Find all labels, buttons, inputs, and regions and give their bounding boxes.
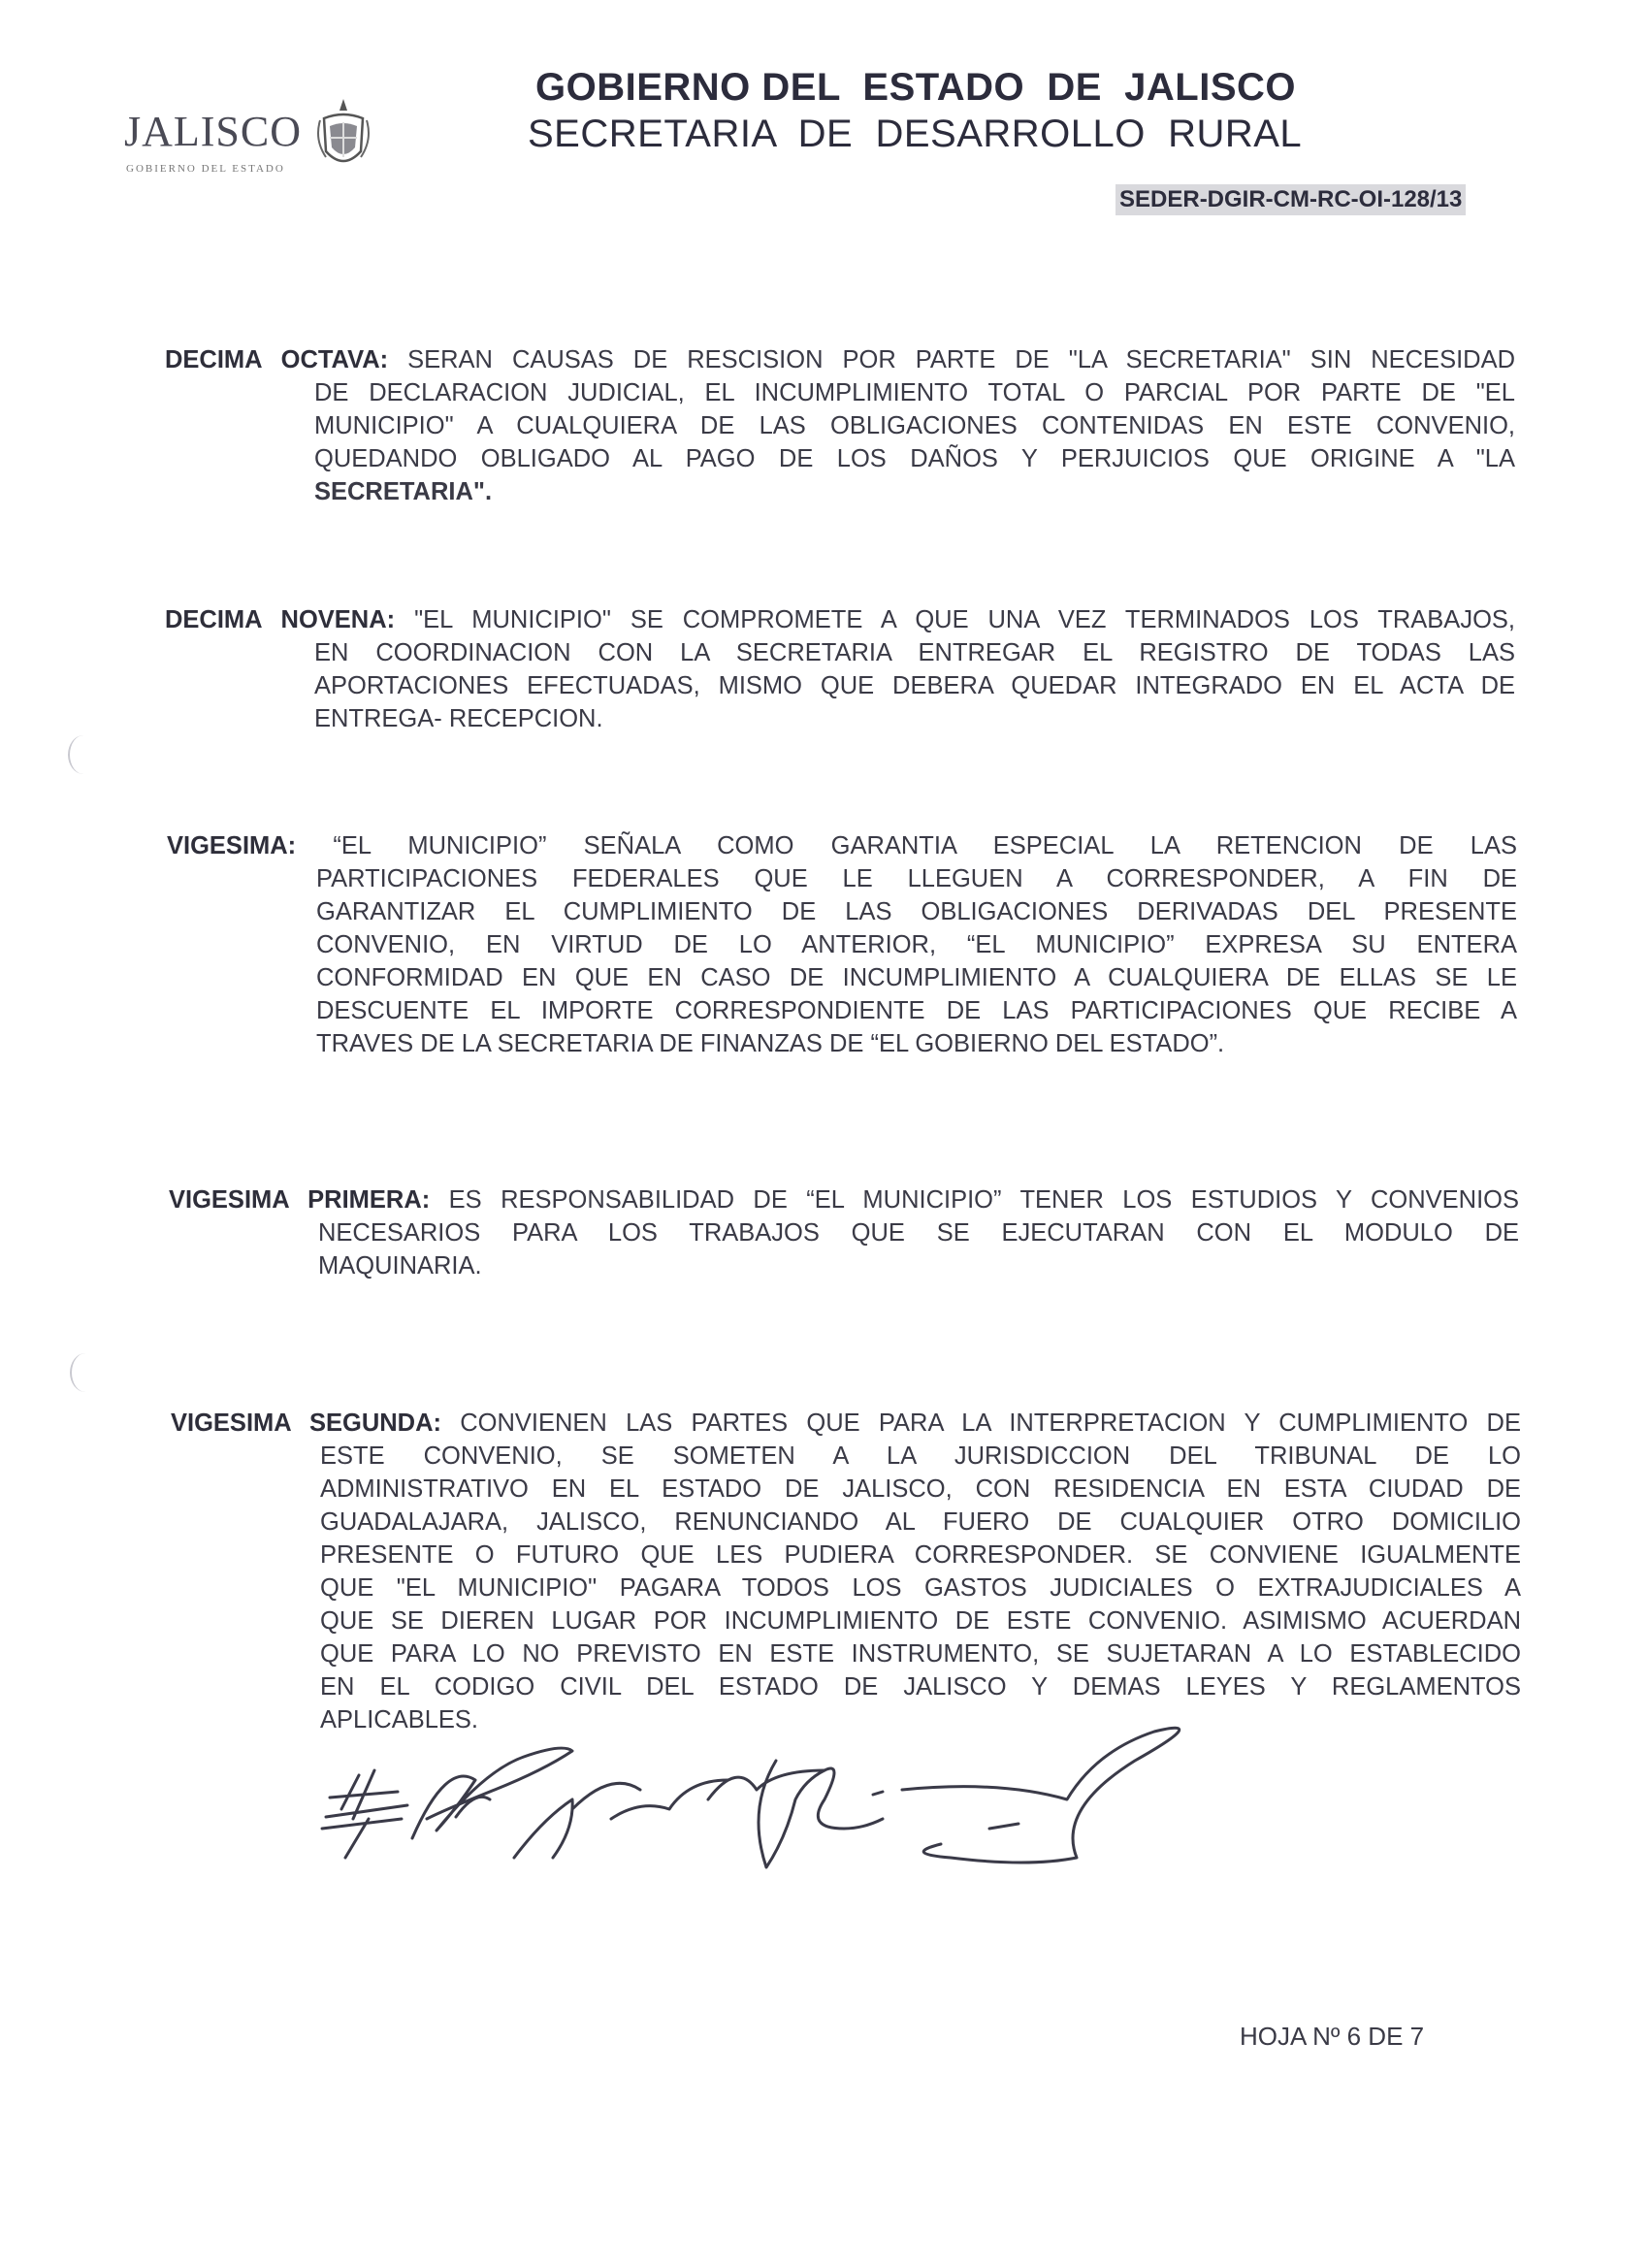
- clause-line: QUE SE DIEREN LUGAR POR INCUMPLIMIENTO DE ESTE CONVENIO. ASIMISMO ACUERDAN: [320, 1607, 1521, 1635]
- clause-line: APORTACIONES EFECTUADAS, MISMO QUE DEBERA QUEDAR INTEGRADO EN EL ACTA DE: [314, 672, 1515, 699]
- secretariat-subtitle: SECRETARIA DE DESARROLLO RURAL: [528, 113, 1303, 155]
- clause-line: EN COORDINACION CON LA SECRETARIA ENTREGAR EL REGISTRO DE TODAS LAS: [314, 639, 1515, 666]
- logo-subtitle: GOBIERNO DEL ESTADO: [126, 163, 285, 175]
- clause-line: APLICABLES.: [320, 1706, 478, 1733]
- clause-line: QUE "EL MUNICIPIO" PAGARA TODOS LOS GASTOS JUDICIALES O EXTRAJUDICIALES A: [320, 1574, 1521, 1602]
- clause-line: GUADALAJARA, JALISCO, RENUNCIANDO AL FUERO DE CUALQUIER OTRO DOMICILIO: [320, 1508, 1521, 1536]
- signature-1: [322, 1770, 407, 1858]
- coat-of-arms-icon: [314, 97, 372, 175]
- clause-line: ADMINISTRATIVO EN EL ESTADO DE JALISCO, CON RESIDENCIA EN ESTA CIUDAD DE: [320, 1475, 1521, 1503]
- clause-line: SECRETARIA".: [314, 478, 493, 505]
- clause-line: CONVENIO, EN VIRTUD DE LO ANTERIOR, “EL MUNICIPIO” EXPRESA SU ENTERA: [316, 931, 1517, 958]
- clause-line: PARTICIPACIONES FEDERALES QUE LE LLEGUEN A CORRESPONDER, A FIN DE: [316, 865, 1517, 892]
- clause-line: ENTREGA- RECEPCION.: [314, 705, 603, 732]
- government-title: GOBIERNO DEL ESTADO DE JALISCO: [535, 66, 1296, 109]
- clause-vigesima: [167, 829, 1517, 1060]
- clause-decima-octava: [165, 343, 1515, 508]
- punch-hole: [68, 735, 99, 774]
- clause-line: QUE PARA LO NO PREVISTO EN ESTE INSTRUMENTO, SE SUJETARAN A LO ESTABLECIDO: [320, 1640, 1521, 1668]
- clause-line: MUNICIPIO" A CUALQUIERA DE LAS OBLIGACIONES CONTENIDAS EN ESTE CONVENIO,: [314, 412, 1515, 439]
- jalisco-logo: [124, 89, 376, 186]
- clause-line: PRESENTE O FUTURO QUE LES PUDIERA CORRESPONDER. SE CONVIENE IGUALMENTE: [320, 1541, 1521, 1569]
- clause-line: DECIMA NOVENA: "EL MUNICIPIO" SE COMPROMETE A QUE UNA VEZ TERMINADOS LOS TRABAJOS,: [165, 606, 1515, 633]
- clause-heading: VIGESIMA:: [167, 832, 297, 859]
- clause-line: MAQUINARIA.: [318, 1252, 482, 1280]
- signature-4: [759, 1728, 1180, 1867]
- clause-vigesima-segunda: [171, 1407, 1521, 1736]
- clause-line: DECIMA OCTAVA: SERAN CAUSAS DE RESCISION POR PARTE DE "LA SECRETARIA" SIN NECESIDAD: [165, 346, 1515, 373]
- clause-line: DE DECLARACION JUDICIAL, EL INCUMPLIMIENTO TOTAL O PARCIAL POR PARTE DE "EL: [314, 379, 1515, 406]
- clause-line: ESTE CONVENIO, SE SOMETEN A LA JURISDICCION DEL TRIBUNAL DE LO: [320, 1442, 1521, 1470]
- clause-line: VIGESIMA: “EL MUNICIPIO” SEÑALA COMO GARANTIA ESPECIAL LA RETENCION DE LAS: [167, 832, 1517, 859]
- document-reference: SEDER-DGIR-CM-RC-OI-128/13: [1116, 184, 1466, 215]
- clause-line: GARANTIZAR EL CUMPLIMIENTO DE LAS OBLIGACIONES DERIVADAS DEL PRESENTE: [316, 898, 1517, 925]
- clause-line: VIGESIMA SEGUNDA: CONVIENEN LAS PARTES QUE PARA LA INTERPRETACION Y CUMPLIMIENTO DE: [171, 1409, 1521, 1437]
- clause-line: QUEDANDO OBLIGADO AL PAGO DE LOS DAÑOS Y PERJUICIOS QUE ORIGINE A "LA: [314, 445, 1515, 472]
- punch-hole: [70, 1353, 101, 1392]
- signatures: [320, 1722, 1329, 1906]
- clause-line: NECESARIOS PARA LOS TRABAJOS QUE SE EJECUTARAN CON EL MODULO DE: [318, 1219, 1519, 1247]
- signature-2: [412, 1748, 572, 1838]
- clause-heading: DECIMA OCTAVA:: [165, 346, 389, 373]
- clause-heading: VIGESIMA SEGUNDA:: [171, 1409, 441, 1437]
- logo-wordmark: JALISCO: [124, 108, 303, 155]
- clause-line: TRAVES DE LA SECRETARIA DE FINANZAS DE “EL GOBIERNO DEL ESTADO”.: [316, 1030, 1225, 1057]
- page-number: HOJA Nº 6 DE 7: [1240, 2022, 1425, 2051]
- clause-vigesima-primera: [169, 1183, 1519, 1282]
- clause-line: VIGESIMA PRIMERA: ES RESPONSABILIDAD DE “EL MUNICIPIO” TENER LOS ESTUDIOS Y CONVENIOS: [169, 1186, 1520, 1214]
- clause-line: EN EL CODIGO CIVIL DEL ESTADO DE JALISCO Y DEMAS LEYES Y REGLAMENTOS: [320, 1673, 1521, 1701]
- clause-heading: VIGESIMA PRIMERA:: [169, 1186, 431, 1214]
- clause-line: DESCUENTE EL IMPORTE CORRESPONDIENTE DE LAS PARTICIPACIONES QUE RECIBE A: [316, 997, 1517, 1024]
- clause-heading: DECIMA NOVENA:: [165, 606, 396, 633]
- clause-line: CONFORMIDAD EN QUE EN CASO DE INCUMPLIMIENTO A CUALQUIERA DE ELLAS SE LE: [316, 964, 1517, 991]
- clause-decima-novena: [165, 603, 1515, 735]
